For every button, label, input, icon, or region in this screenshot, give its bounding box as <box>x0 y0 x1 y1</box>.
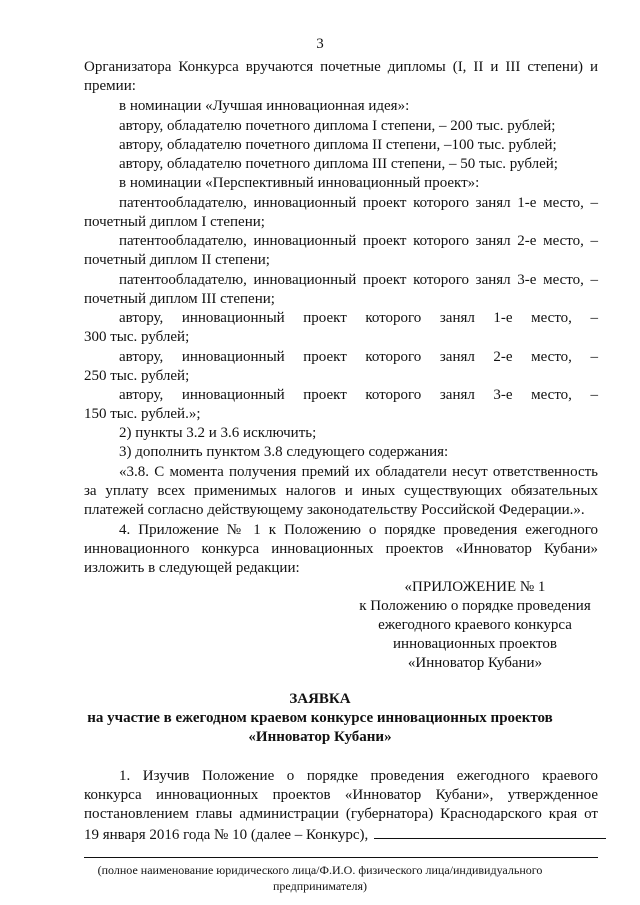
author-item-2-line-2: 250 тыс. рублей; <box>84 368 190 384</box>
word: место, <box>531 349 572 365</box>
author-item-1-line-2: 300 тыс. рублей; <box>84 329 190 345</box>
clause-line-3: платежей согласно действующему законодательству Российской Федерации.». <box>84 502 585 518</box>
application-subtitle-2: «Инноватор Кубани» <box>248 729 392 745</box>
footnote-line-1: (полное наименование юридического лица/Ф.И.О. физического лица/индивидуального <box>97 863 543 877</box>
fill-in-blank <box>374 824 606 839</box>
application-para-line-4 <box>84 824 606 845</box>
word: 1-е <box>493 310 513 326</box>
word: занял <box>439 387 475 403</box>
fill-in-line <box>84 857 598 858</box>
appendix-header-line-4: инновационных проектов <box>393 636 557 652</box>
word: занял <box>439 349 475 365</box>
amendment-item-4-line-1: 4. Приложение № 1 к Положению о порядке проведения ежегодного <box>119 522 598 538</box>
patent-item-1-line-2: почетный диплом I степени; <box>84 214 265 230</box>
nomination-1-item-1: автору, обладателю почетного диплома I степени, – 200 тыс. рублей; <box>119 118 556 134</box>
nomination-1-item-2: автору, обладателю почетного диплома II степени, –100 тыс. рублей; <box>119 137 557 153</box>
word: автору, <box>119 349 164 365</box>
patent-item-3-line-2: почетный диплом III степени; <box>84 291 275 307</box>
word: проект <box>303 387 347 403</box>
application-title: ЗАЯВКА <box>289 691 351 707</box>
word: инновационный <box>181 387 285 403</box>
word: – <box>590 349 598 365</box>
application-subtitle-1: на участие в ежегодном краевом конкурсе инновационных проектов <box>87 710 553 726</box>
appendix-header-line-1: «ПРИЛОЖЕНИЕ № 1 <box>404 579 546 595</box>
word: – <box>590 310 598 326</box>
amendment-item-4-line-3: изложить в следующей редакции: <box>84 560 300 576</box>
patent-item-3-line-1: патентообладателю, инновационный проект которого занял 3-е место, – <box>119 272 598 288</box>
application-para-line-2: конкурса инновационных проектов «Инноватор Кубани», утвержденное <box>84 787 598 803</box>
word: которого <box>365 349 422 365</box>
author-item-3-line-1 <box>119 386 598 405</box>
word: место, <box>531 310 572 326</box>
author-item-3-line-2: 150 тыс. рублей.»; <box>84 406 201 422</box>
amendment-item-3: 3) дополнить пунктом 3.8 следующего содержания: <box>119 444 449 460</box>
appendix-header-line-2: к Положению о порядке проведения <box>359 598 591 614</box>
word: инновационный <box>181 349 285 365</box>
footnote-line-2: предпринимателя) <box>273 879 367 893</box>
author-item-2-line-1 <box>119 348 598 367</box>
application-para-line-4-text: 19 января 2016 года № 10 (далее – Конкурс), <box>84 827 369 843</box>
page-number: 3 <box>316 36 324 52</box>
application-para-line-1: 1. Изучив Положение о порядке проведения ежегодного краевого <box>119 768 598 784</box>
clause-line-1: «3.8. С момента получения премий их обладатели несут ответственность <box>119 464 598 480</box>
patent-item-2-line-1: патентообладателю, инновационный проект которого занял 2-е место, – <box>119 233 598 249</box>
appendix-header-line-5: «Инноватор Кубани» <box>407 655 543 671</box>
author-item-1-line-1 <box>119 309 598 328</box>
intro-line-1: Организатора Конкурса вручаются почетные дипломы (I, II и III степени) и <box>84 59 598 75</box>
appendix-header-line-3: ежегодного краевого конкурса <box>378 617 572 633</box>
nomination-1-title: в номинации «Лучшая инновационная идея»: <box>119 98 410 114</box>
word: которого <box>365 387 422 403</box>
clause-line-2: за уплату всех применимых налогов и иных существующих обязательных <box>84 483 598 499</box>
word: проект <box>303 349 347 365</box>
word: – <box>590 387 598 403</box>
intro-line-2: премии: <box>84 78 136 94</box>
word: инновационный <box>181 310 285 326</box>
amendment-item-4-line-2: инновационного конкурса инновационных проектов «Инноватор Кубани» <box>84 541 598 557</box>
word: 2-е <box>493 349 513 365</box>
patent-item-2-line-2: почетный диплом II степени; <box>84 252 270 268</box>
word: проект <box>303 310 347 326</box>
word: которого <box>365 310 422 326</box>
word: автору, <box>119 387 164 403</box>
word: автору, <box>119 310 164 326</box>
word: 3-е <box>493 387 513 403</box>
word: занял <box>439 310 475 326</box>
patent-item-1-line-1: патентообладателю, инновационный проект которого занял 1-е место, – <box>119 195 598 211</box>
amendment-item-2: 2) пункты 3.2 и 3.6 исключить; <box>119 425 317 441</box>
application-para-line-3: постановлением главы администрации (губернатора) Краснодарского края от <box>84 806 598 822</box>
word: место, <box>531 387 572 403</box>
nomination-2-title: в номинации «Перспективный инновационный проект»: <box>119 175 480 191</box>
nomination-1-item-3: автору, обладателю почетного диплома III степени, – 50 тыс. рублей; <box>119 156 558 172</box>
